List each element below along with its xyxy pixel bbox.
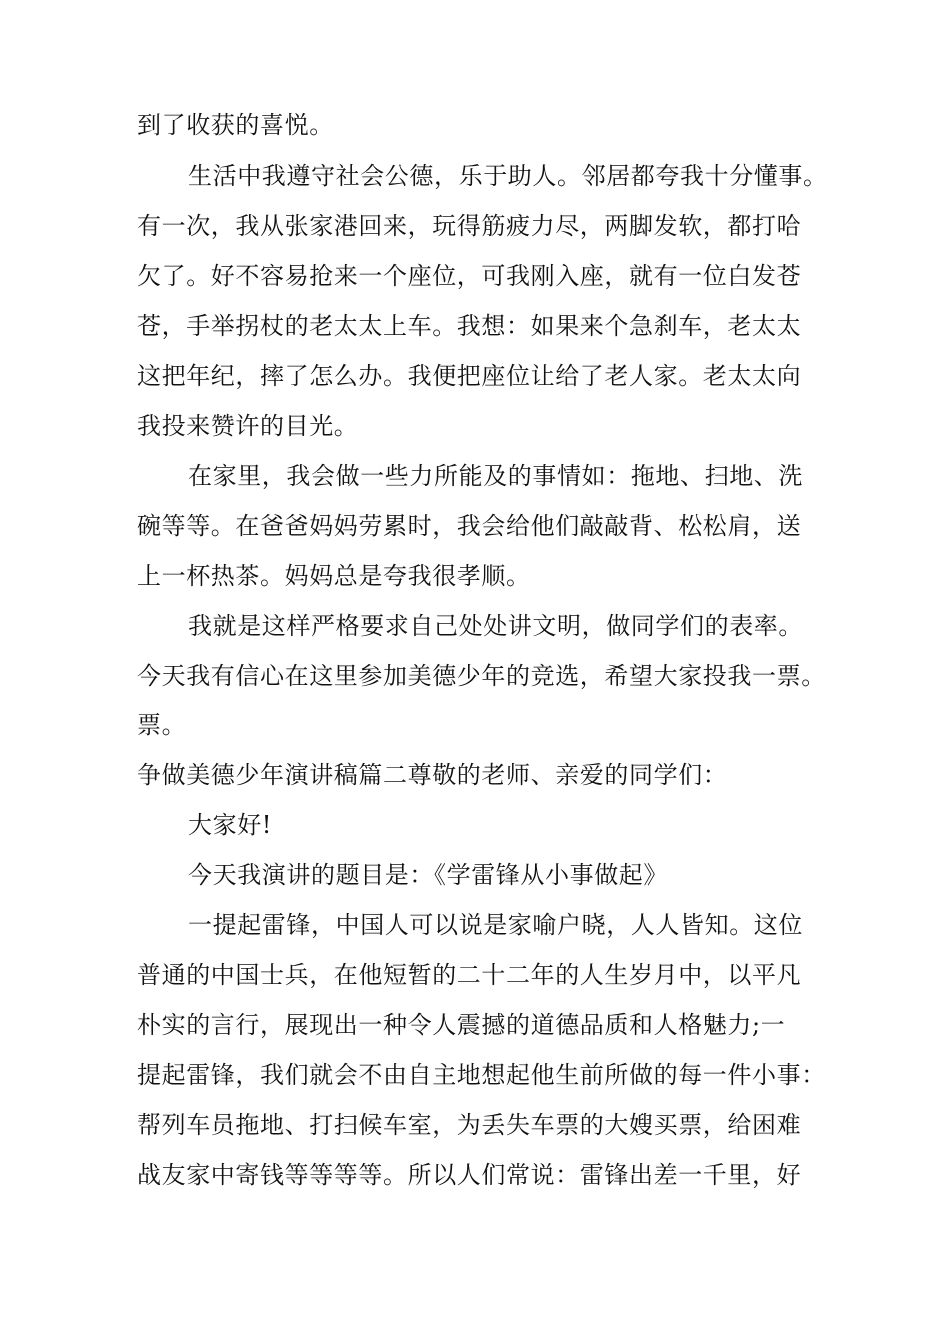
text-line: 碗等等。在爸爸妈妈劳累时，我会给他们敲敲背、松松肩，送 xyxy=(137,512,802,540)
text-line: 提起雷锋，我们就会不由自主地想起他生前所做的每一件小事： xyxy=(137,1061,826,1089)
text-line: 在家里，我会做一些力所能及的事情如：拖地、扫地、洗 xyxy=(188,462,803,490)
text-line: 帮列车员拖地、打扫候车室，为丢失车票的大嫂买票，给困难 xyxy=(137,1111,802,1139)
greeting: 大家好! xyxy=(188,811,273,839)
text-line: 朴实的言行，展现出一种令人震撼的道德品质和人格魅力;一 xyxy=(137,1011,786,1039)
text-line: 到了收获的喜悦。 xyxy=(137,111,334,139)
text-line: 生活中我遵守社会公德，乐于助人。邻居都夸我十分懂事。 xyxy=(188,162,828,190)
text-line: 我投来赞许的目光。 xyxy=(137,412,359,440)
text-line: 有一次，我从张家港回来，玩得筋疲力尽，两脚发软，都打哈 xyxy=(137,212,802,240)
text-line: 我就是这样严格要求自己处处讲文明，做同学们的表率。 xyxy=(188,612,803,640)
text-line: 这把年纪，摔了怎么办。我便把座位让给了老人家。老太太向 xyxy=(137,362,802,390)
text-line: 票。 xyxy=(137,711,187,739)
section-heading: 争做美德少年演讲稿篇二尊敬的老师、亲爱的同学们： xyxy=(137,761,728,789)
text-line: 战友家中寄钱等等等等。所以人们常说：雷锋出差一千里，好 xyxy=(137,1161,802,1189)
text-line: 苍，手举拐杖的老太太上车。我想：如果来个急刹车，老太太 xyxy=(137,312,802,340)
text-line: 一提起雷锋，中国人可以说是家喻户晓，人人皆知。这位 xyxy=(188,911,803,939)
text-line: 今天我有信心在这里参加美德少年的竞选，希望大家投我一票。 xyxy=(137,662,826,690)
text-line: 欠了。好不容易抢来一个座位，可我刚入座，就有一位白发苍 xyxy=(137,262,802,290)
text-line: 上一杯热茶。妈妈总是夸我很孝顺。 xyxy=(137,562,531,590)
speech-title: 今天我演讲的题目是：《学雷锋从小事做起》 xyxy=(188,861,668,889)
text-line: 普通的中国士兵，在他短暂的二十二年的人生岁月中，以平凡 xyxy=(137,961,802,989)
